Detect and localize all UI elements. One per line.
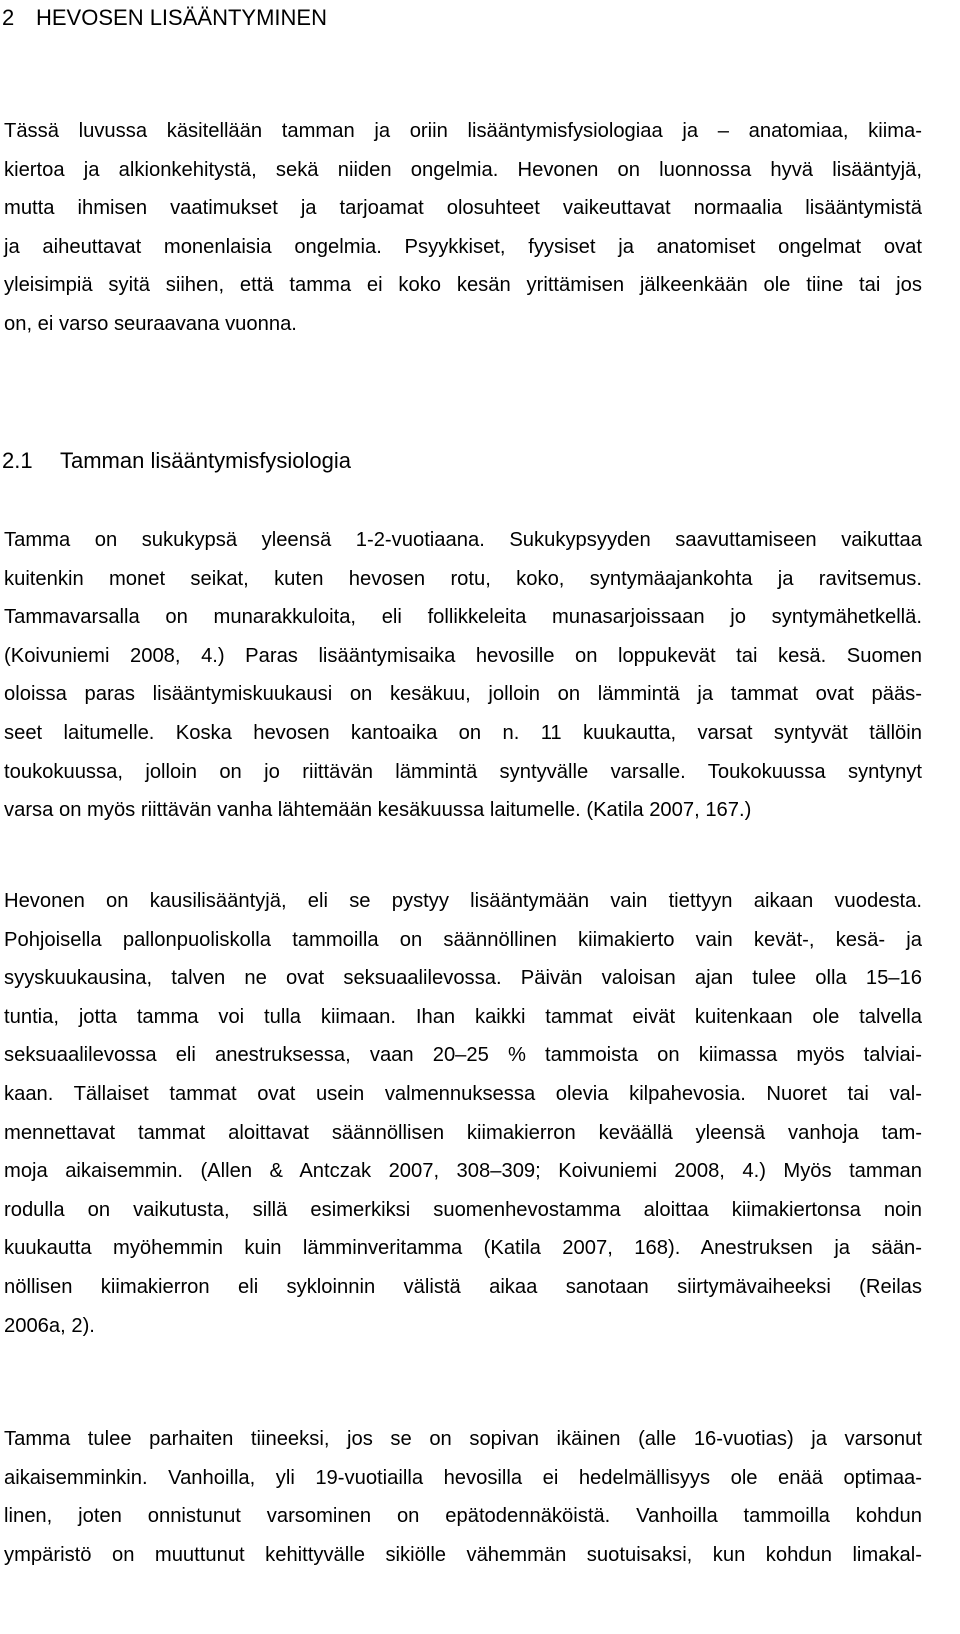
text-line: varsa on myös riittävän vanha lähtemään kesäkuussa laitumelle. (Katila 2007, 167.)	[4, 799, 752, 822]
subsection-heading	[2, 446, 351, 476]
text-line: Tamma tulee parhaiten tiineeksi, jos se on sopivan ikäinen (alle 16-vuotias) ja varsonut	[4, 1428, 922, 1450]
text-line: Hevonen on kausilisääntyjä, eli se pystyy lisääntymään vain tiettyyn aikaan vuodesta.	[4, 890, 922, 912]
section-number: 2	[2, 5, 15, 30]
text-line: (Koivuniemi 2008, 4.) Paras lisääntymisaika hevosille on loppukevät tai kesä. Suomen	[4, 644, 922, 667]
text-line: on, ei varso seuraavana vuonna.	[4, 312, 297, 335]
subsection-title: Tamman lisääntymisfysiologia	[60, 448, 351, 473]
text-line: yleisimpiä syitä siihen, että tamma ei koko kesän yrittämisen jälkeenkään ole tiine tai jos	[4, 274, 922, 297]
text-line: 2006a, 2).	[4, 1314, 95, 1337]
section-heading	[2, 3, 327, 33]
text-line: kuitenkin monet seikat, kuten hevosen rotu, koko, syntymäajankohta ja ravitsemus.	[4, 567, 922, 590]
text-line: Tässä luvussa käsitellään tamman ja oriin lisääntymisfysiologiaa ja – anatomiaa, kiima-	[4, 120, 922, 142]
text-line: seet laitumelle. Koska hevosen kantoaika on n. 11 kuukautta, varsat syntyvät tällöin	[4, 721, 922, 744]
text-line: kuukautta myöhemmin kuin lämminveritamma (Katila 2007, 168). Anestruksen ja sään-	[4, 1237, 922, 1260]
text-line: mutta ihmisen vaatimukset ja tarjoamat olosuhteet vaikeuttavat normaalia lisääntymistä	[4, 197, 922, 220]
text-line: tuntia, jotta tamma voi tulla kiimaan. Ihan kaikki tammat eivät kuitenkaan ole talvella	[4, 1005, 922, 1028]
text-line: kaan. Tällaiset tammat ovat usein valmennuksessa olevia kilpahevosia. Nuoret tai val-	[4, 1082, 922, 1105]
paragraph-2	[4, 521, 922, 830]
text-line: mennettavat tammat aloittavat säännöllisen kiimakierron keväällä yleensä vanhoja tam-	[4, 1121, 922, 1144]
subsection-number: 2.1	[2, 448, 33, 473]
text-line: ja aiheuttavat monenlaisia ongelmia. Psyykkiset, fyysiset ja anatomiset ongelmat ovat	[4, 235, 922, 258]
paragraph-3	[4, 882, 922, 1345]
text-line: nöllisen kiimakierron eli sykloinnin välistä aikaa sanotaan siirtymävaiheeksi (Reilas	[4, 1275, 922, 1298]
text-line: ympäristö on muuttunut kehittyvälle sikiölle vähemmän suotuisaksi, kun kohdun limakal-	[4, 1543, 922, 1566]
text-line: Pohjoisella pallonpuoliskolla tammoilla on säännöllinen kiimakierto vain kevät-, kesä- ja	[4, 928, 922, 951]
text-line: seksuaalilevossa eli anestruksessa, vaan 20–25 % tammoista on kiimassa myös talviai-	[4, 1044, 922, 1067]
paragraph-4	[4, 1420, 922, 1574]
text-line: Tammavarsalla on munarakkuloita, eli follikkeleita munasarjoissaan jo syntymähetkellä.	[4, 606, 922, 629]
text-line: aikaisemminkin. Vanhoilla, yli 19-vuotiailla hevosilla ei hedelmällisyys ole enää optimaa-	[4, 1466, 922, 1489]
text-line: Tamma on sukukypsä yleensä 1-2-vuotiaana. Sukukypsyyden saavuttamiseen vaikuttaa	[4, 529, 922, 551]
text-line: moja aikaisemmin. (Allen & Antczak 2007, 308–309; Koivuniemi 2008, 4.) Myös tamman	[4, 1160, 922, 1183]
text-line: syyskuukausina, talven ne ovat seksuaalilevossa. Päivän valoisan ajan tulee olla 15–16	[4, 967, 922, 990]
text-line: kiertoa ja alkionkehitystä, sekä niiden ongelmia. Hevonen on luonnossa hyvä lisääntyjä,	[4, 158, 922, 181]
text-line: oloissa paras lisääntymiskuukausi on kesäkuu, jolloin on lämmintä ja tammat ovat pääs-	[4, 683, 922, 706]
text-line: toukokuussa, jolloin on jo riittävän lämmintä syntyvälle varsalle. Toukokuussa syntynyt	[4, 760, 922, 783]
intro-paragraph	[4, 112, 922, 344]
text-line: rodulla on vaikutusta, sillä esimerkiksi suomenhevostamma aloittaa kiimakiertonsa noin	[4, 1198, 922, 1221]
text-line: linen, joten onnistunut varsominen on epätodennäköistä. Vanhoilla tammoilla kohdun	[4, 1505, 922, 1528]
section-title: HEVOSEN LISÄÄNTYMINEN	[36, 5, 327, 30]
